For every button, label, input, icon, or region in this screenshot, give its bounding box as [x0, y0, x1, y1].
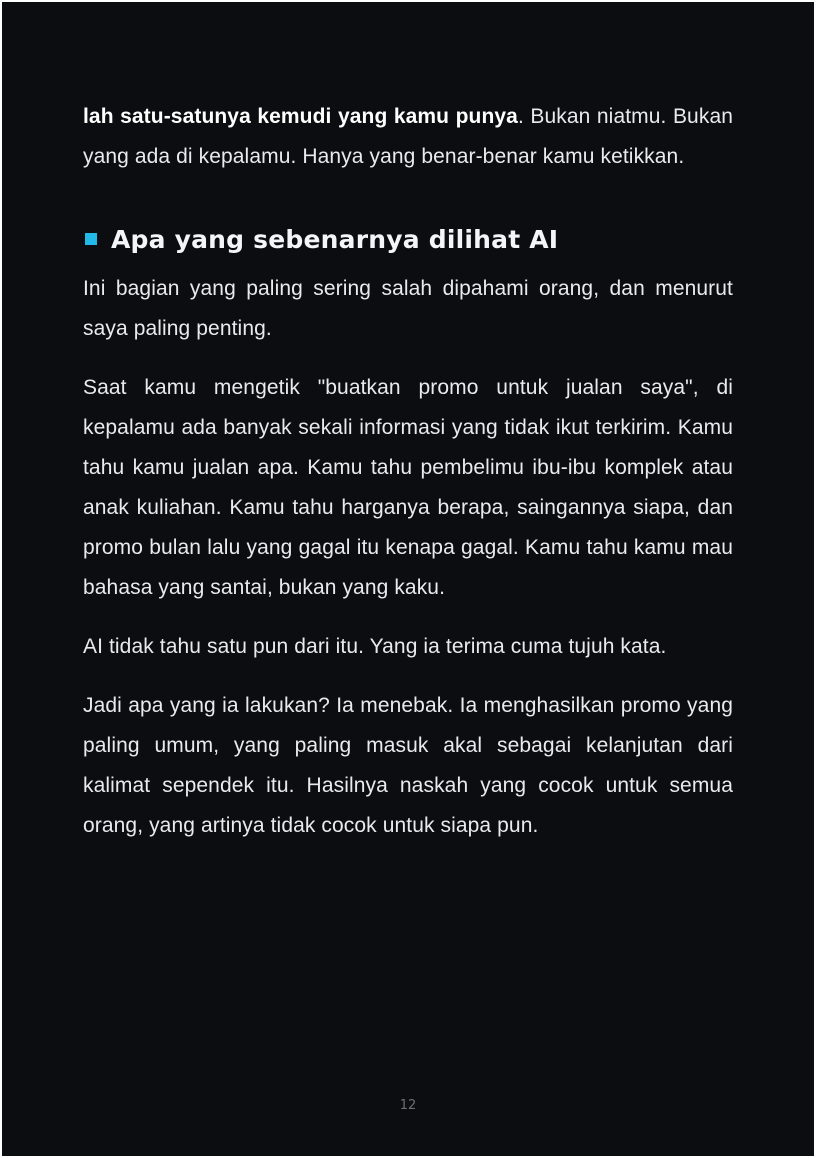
intro-text: . Bukan niatmu. Bukan yang ada di kepalamu. Hanya yang benar-benar kamu ketikkan. — [83, 105, 733, 168]
intro-paragraph — [83, 97, 733, 177]
page-number: 12 — [399, 1098, 417, 1113]
square-bullet-icon — [85, 233, 97, 245]
body-paragraph: Ini bagian yang paling sering salah dipahami orang, dan menurut saya paling penting. — [83, 277, 733, 340]
intro-bold-text: lah satu-satunya kemudi yang kamu punya — [83, 105, 518, 128]
section-heading — [83, 219, 733, 259]
document-page — [2, 2, 814, 1156]
body-paragraph: AI tidak tahu satu pun dari itu. Yang ia terima cuma tujuh kata. — [83, 635, 667, 658]
page-content — [83, 97, 733, 865]
body-paragraph: Jadi apa yang ia lakukan? Ia menebak. Ia menghasilkan promo yang paling umum, yang paling masuk akal sebagai kelanjutan dari kalimat sependek itu. Hasilnya naskah yang cocok untuk semua orang, yang artinya tidak cocok untuk siapa pun. — [83, 694, 733, 837]
body-paragraph: Saat kamu mengetik "buatkan promo untuk jualan saya", di kepalamu ada banyak sekali informasi yang tidak ikut terkirim. Kamu tahu kamu jualan apa. Kamu tahu pembelimu ibu-ibu komplek atau anak kuliahan. Kamu tahu harganya berapa, saingannya siapa, dan promo bulan lalu yang gagal itu kenapa gagal. Kamu tahu kamu mau bahasa yang santai, bukan yang kaku. — [83, 376, 733, 599]
section-heading-text: Apa yang sebenarnya dilihat AI — [111, 224, 559, 254]
